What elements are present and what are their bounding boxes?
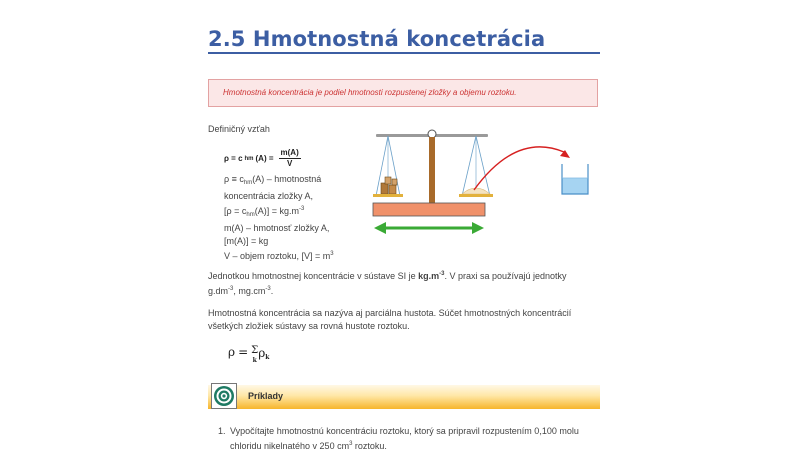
definition-label: Definičný vzťah bbox=[208, 124, 270, 134]
sum-sigma: Σ k bbox=[251, 345, 259, 364]
formula-lhs: ρ = c bbox=[224, 154, 243, 163]
formula-lhs-sub: hm bbox=[244, 155, 254, 162]
formula-fraction bbox=[279, 148, 301, 169]
transfer-arrow bbox=[474, 147, 570, 190]
title-underline bbox=[208, 52, 600, 54]
sum-formula-rho: ρ bbox=[228, 345, 236, 359]
formula-lhs-arg: (A) = bbox=[255, 154, 274, 163]
examples-label: Príklady bbox=[248, 391, 284, 401]
partial-density-paragraph: Hmotnostná koncentrácia sa nazýva aj parciálna hustota. Súčet hmotnostných koncentrácií všetkých zložiek sústavy sa rovná hustote roztoku. bbox=[208, 308, 572, 331]
formula-denominator: V bbox=[286, 159, 293, 168]
double-arrow bbox=[374, 222, 484, 234]
balance-scale-illustration bbox=[366, 122, 596, 240]
sum-formula bbox=[228, 345, 269, 366]
formula-numerator: m(A) bbox=[280, 148, 299, 157]
symbol-line: m(A) – hmotnosť zložky A, bbox=[224, 223, 330, 233]
balance-pivot bbox=[428, 130, 436, 138]
main-formula bbox=[224, 148, 301, 169]
page-title: 2.5 Hmotnostná koncetrácia bbox=[208, 27, 546, 51]
balance-base bbox=[373, 203, 485, 216]
symbol-line: [m(A)] = kg bbox=[224, 236, 269, 246]
definition-note: Hmotnostná koncentrácia je podiel hmotnosti rozpustenej zložky a objemu roztoku. bbox=[208, 79, 598, 107]
sum-formula-eq: = bbox=[238, 345, 249, 359]
example-text: Vypočítajte hmotnostnú koncentráciu roztoku, ktorý sa pripravil rozpustením 0,100 molu chloridu nikelnatého v 250 $cm^3$ roztoku. bbox=[230, 426, 579, 451]
symbol-line: V – objem roztoku, $[V] = m^3$ bbox=[224, 251, 334, 261]
powder-pile bbox=[462, 188, 490, 194]
symbol-line: koncentrácia zložky A, bbox=[224, 191, 314, 201]
weights bbox=[381, 177, 397, 194]
target-icon bbox=[211, 383, 237, 409]
symbol-definitions bbox=[224, 173, 334, 263]
sum-formula-term: $\rho_k$ bbox=[258, 346, 270, 361]
beaker bbox=[562, 164, 588, 194]
example-number: 1. bbox=[218, 426, 226, 436]
left-pan bbox=[373, 194, 403, 197]
symbol-line: $[\rho = c_{hm}(A)] = kg.m^{-3}$ bbox=[224, 206, 305, 218]
right-pan bbox=[459, 194, 493, 197]
balance-pole bbox=[429, 137, 435, 203]
symbol-line: $\rho \equiv c_{hm}(A)$ – hmotnostná bbox=[224, 174, 322, 186]
units-paragraph: Jednotkou hmotnostnej koncentrácie v sústave SI je $kg.m^{-3}$. V praxi sa používajú jednotky $g.dm^{-3}$, $mg.cm^{-3}$. bbox=[208, 271, 567, 296]
